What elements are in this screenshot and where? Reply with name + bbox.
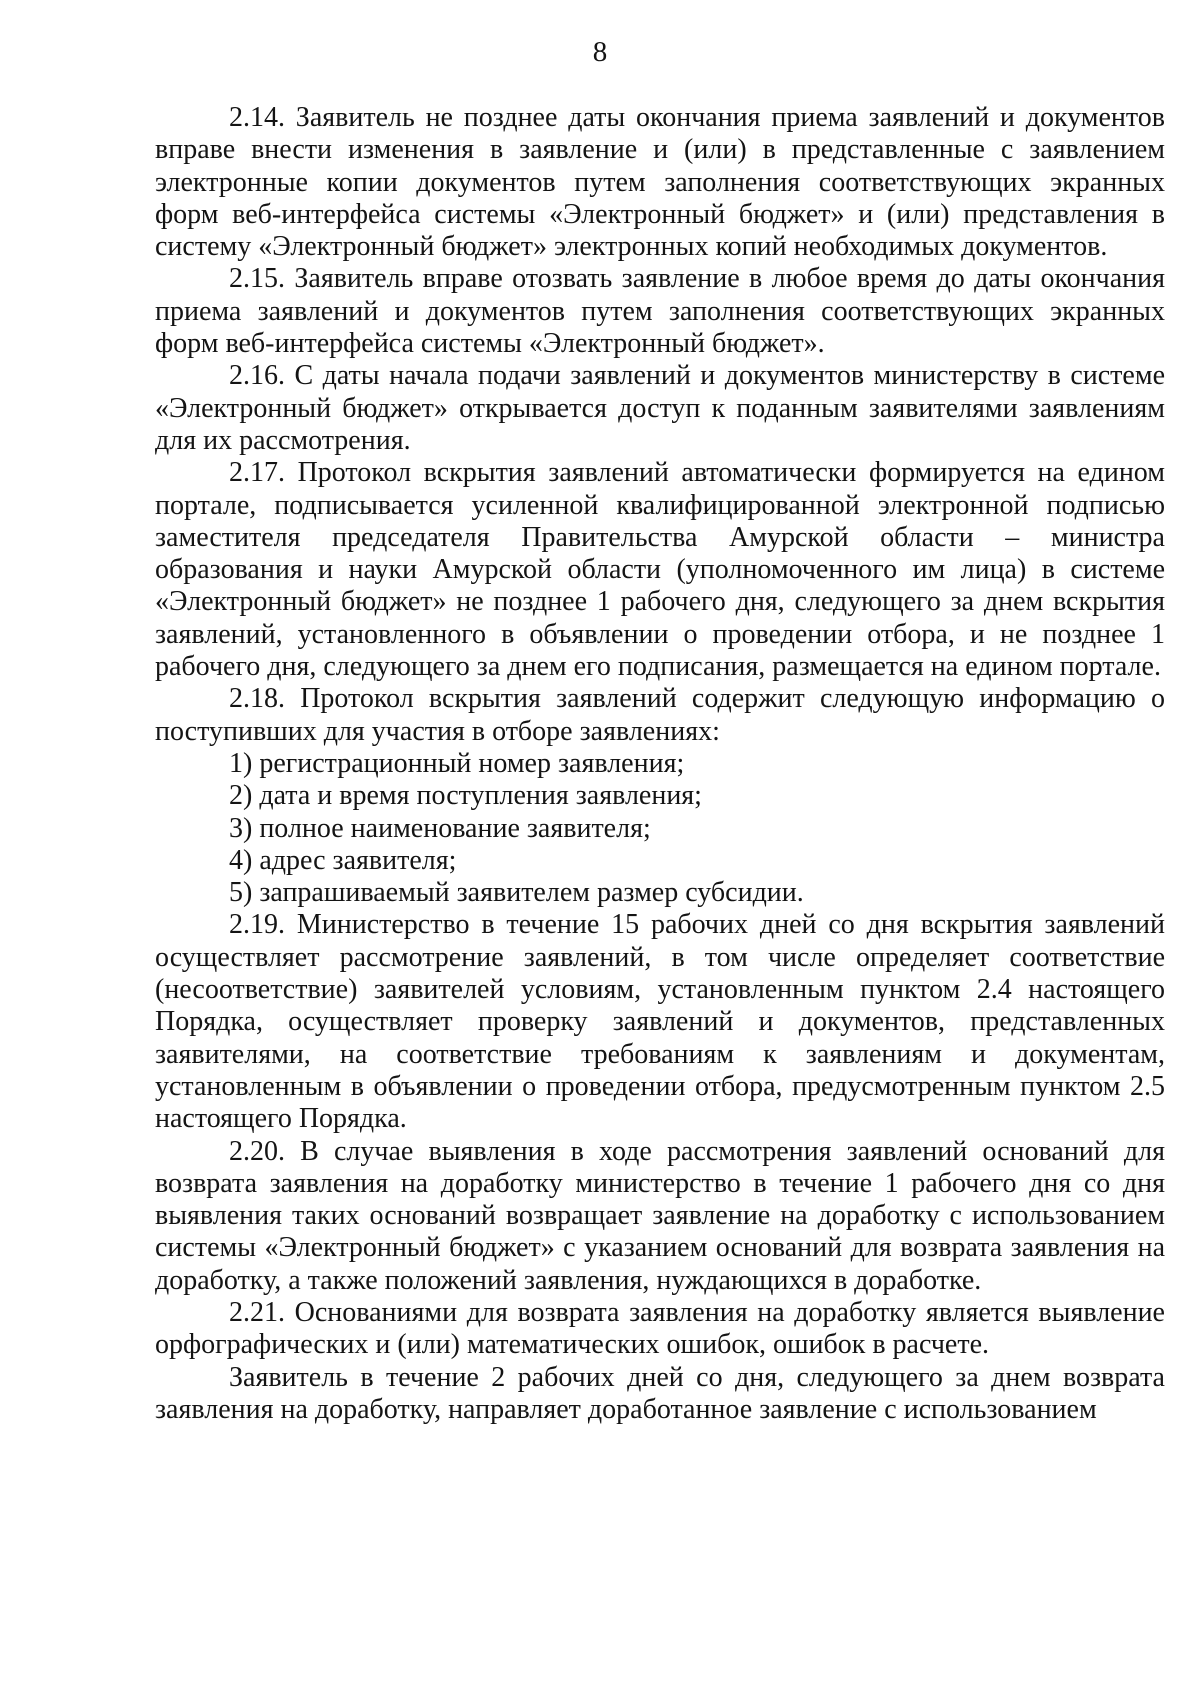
- page-number: 8: [592, 36, 608, 68]
- list-item: 2) дата и время поступления заявления;: [229, 780, 702, 812]
- paragraph-2-19: 2.19. Министерство в течение 15 рабочих дней со дня вскрытия заявлений осуществляет рассмотрение заявлений, в том числе определяет соответствие (несоответствие) заявителей условиям, установленным пунктом 2.4 настоящего Порядка, осуществляет проверку заявлений и документов, представленных заявителями, на соответствие требованиям к заявлениям и документам, установленным в объявлении о проведении отбора, предусмотренным пунктом 2.5 настоящего Порядка.: [155, 909, 1165, 1135]
- paragraph-2-17: 2.17. Протокол вскрытия заявлений автоматически формируется на едином портале, подписывается усиленной квалифицированной электронной подписью заместителя председателя Правительства Амурской области – министра образования и науки Амурской области (уполномоченного им лица) в системе «Электронный бюджет» не позднее 1 рабочего дня, следующего за днем вскрытия заявлений, установленного в объявлении о проведении отбора, и не позднее 1 рабочего дня, следующего за днем его подписания, размещается на едином портале.: [155, 457, 1165, 683]
- paragraph-2-20: 2.20. В случае выявления в ходе рассмотрения заявлений оснований для возврата заявления на доработку министерство в течение 1 рабочего дня со дня выявления таких оснований возвращает заявление на доработку с использованием системы «Электронный бюджет» с указанием оснований для возврата заявления на доработку, а также положений заявления, нуждающихся в доработке.: [155, 1135, 1165, 1296]
- paragraph-applicant-resubmission: Заявитель в течение 2 рабочих дней со дня, следующего за днем возврата заявления на доработку, направляет доработанное заявление с использованием: [155, 1361, 1165, 1425]
- paragraph-2-14: 2.14. Заявитель не позднее даты окончания приема заявлений и документов вправе внести изменения в заявление и (или) в представленные с заявлением электронные копии документов путем заполнения соответствующих экранных форм веб-интерфейса системы «Электронный бюджет» и (или) представления в систему «Электронный бюджет» электронных копий необходимых документов.: [155, 102, 1165, 263]
- paragraph-2-18: 2.18. Протокол вскрытия заявлений содержит следующую информацию о поступивших для участия в отборе заявлениях:: [155, 683, 1165, 747]
- paragraph-2-21: 2.21. Основаниями для возврата заявления на доработку является выявление орфографических и (или) математических ошибок, ошибок в расчете.: [155, 1296, 1165, 1361]
- list-item: 5) запрашиваемый заявителем размер субсидии.: [229, 877, 804, 909]
- document-body: [155, 102, 1165, 1426]
- list-item: 1) регистрационный номер заявления;: [229, 747, 685, 779]
- list-item: 4) адрес заявителя;: [229, 844, 457, 876]
- paragraph-2-15: 2.15. Заявитель вправе отозвать заявление в любое время до даты окончания приема заявлений и документов путем заполнения соответствующих экранных форм веб-интерфейса системы «Электронный бюджет».: [155, 263, 1165, 360]
- list-item: 3) полное наименование заявителя;: [229, 812, 651, 844]
- paragraph-2-16: 2.16. С даты начала подачи заявлений и документов министерству в системе «Электронный бюджет» открывается доступ к поданным заявителями заявлениям для их рассмотрения.: [155, 360, 1165, 456]
